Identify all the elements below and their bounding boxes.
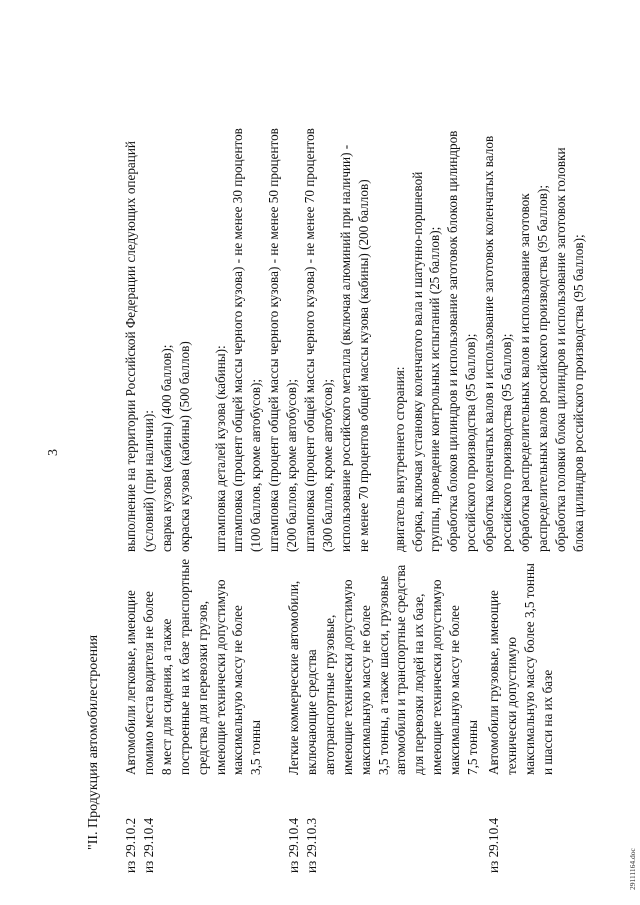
product-line: включающие средства — [303, 649, 319, 775]
product-line: имеющие технически допустимую — [429, 579, 445, 775]
product-line: построенные на их базе транспортные — [176, 558, 192, 775]
product-line: максимальную массу более 3,5 тонны — [521, 563, 537, 775]
page-number: 3 — [46, 449, 61, 456]
product-line: и шасси на их базе — [539, 669, 555, 775]
operation-line: распределительных валов российского производства (95 баллов); — [534, 184, 550, 552]
product-line: 8 мест для сидения, а также — [158, 618, 174, 775]
row-code: из 29.10.4 — [486, 817, 501, 873]
operation-line: обработка блоков цилиндров и использование заготовок блоков цилиндров — [445, 130, 461, 552]
file-name-footer: 29111164.doc — [628, 848, 637, 890]
operation-line: штамповка (процент общей массы черного кузова) - не менее 70 процентов — [302, 128, 318, 552]
operation-line: штамповка (процент общей массы черного кузова) - не менее 30 процентов — [230, 128, 246, 552]
operation-line: группы, проведение контрольных испытаний (25 баллов); — [427, 226, 443, 552]
operation-line: выполнение на территории Российской Федерации следующих операций — [123, 141, 138, 552]
operation-line: сборка, включая установку коленчатого вала и шатунно-поршневой — [409, 171, 425, 552]
product-line: максимальную массу не более — [357, 605, 373, 775]
product-line: 3,5 тонны, а также шасси, грузовые — [375, 575, 391, 775]
document-page — [30, 15, 637, 890]
section-title: "II. Продукция автомобилестроения — [86, 634, 101, 850]
product-line: Автомобили легковые, имеющие — [123, 590, 138, 775]
row-3-codes — [485, 818, 503, 873]
operation-line: (200 баллов, кроме автобусов); — [284, 378, 300, 552]
product-line: 7,5 тонны — [465, 720, 481, 775]
operation-line: (условий) (при наличии): — [140, 410, 156, 552]
product-line: 3,5 тонны — [248, 720, 264, 775]
product-line: автомобили и транспортные средства — [393, 564, 409, 775]
row-code: из 29.10.4 — [140, 817, 156, 873]
operation-line: (100 баллов, кроме автобусов); — [248, 378, 264, 552]
product-line: помимо места водителя не более — [140, 591, 156, 775]
product-line: имеющие технически допустимую — [212, 579, 228, 775]
row-code: из 29.10.4 — [286, 817, 301, 873]
operation-line: использование российского металла (включая алюминий при наличии) - — [337, 144, 353, 552]
operation-line: окраска кузова (кабины) (500 баллов) — [176, 341, 192, 552]
product-line: технически допустимую — [503, 637, 519, 775]
product-line: средства для перевозки грузов, — [194, 600, 210, 775]
row-1-codes — [122, 818, 158, 873]
product-line: автотранспортные грузовые, — [321, 614, 337, 775]
operation-line: сварка кузова (кабины) (400 баллов); — [158, 344, 174, 552]
row-2-codes — [285, 818, 321, 873]
operations-column — [122, 128, 588, 552]
operation-line: штамповка (процент общей массы черного кузова) - не менее 50 процентов — [266, 128, 282, 552]
product-line: для перевозки людей на их базе, — [411, 593, 427, 775]
operation-line: российского производства (95 баллов); — [463, 333, 479, 552]
row-3-product — [485, 563, 557, 775]
row-code: из 29.10.2 — [123, 817, 138, 873]
operation-line: обработка коленчатых валов и использование заготовок коленчатых валов — [481, 135, 497, 552]
operation-line: обработка распределительных валов и использование заготовок — [516, 193, 532, 552]
operation-line: (300 баллов, кроме автобусов); — [319, 378, 335, 552]
product-line: Автомобили грузовые, имеющие — [486, 590, 501, 775]
operation-line: двигатель внутреннего сгорания: — [391, 366, 407, 552]
row-2-product — [285, 565, 482, 775]
row-1-product — [122, 559, 265, 775]
operation-line: не менее 70 процентов общей массы кузова (кабины) (200 баллов) — [355, 179, 371, 552]
product-line: имеющие технически допустимую — [339, 579, 355, 775]
operation-line — [373, 128, 391, 552]
operation-line: штамповка деталей кузова (кабины): — [212, 345, 228, 552]
operation-line: блока цилиндров российского производства (95 баллов); — [570, 234, 586, 552]
operation-line: обработка головки блока цилиндров и использование заготовок головки — [552, 147, 568, 552]
operation-line: российского производства (95 баллов); — [499, 333, 515, 552]
product-line: Легкие коммерческие автомобили, — [286, 580, 301, 775]
operation-line — [194, 128, 212, 552]
product-line: максимальную массу не более — [230, 605, 246, 775]
product-line: максимальную массу не более — [447, 605, 463, 775]
row-code: из 29.10.3 — [303, 817, 319, 873]
